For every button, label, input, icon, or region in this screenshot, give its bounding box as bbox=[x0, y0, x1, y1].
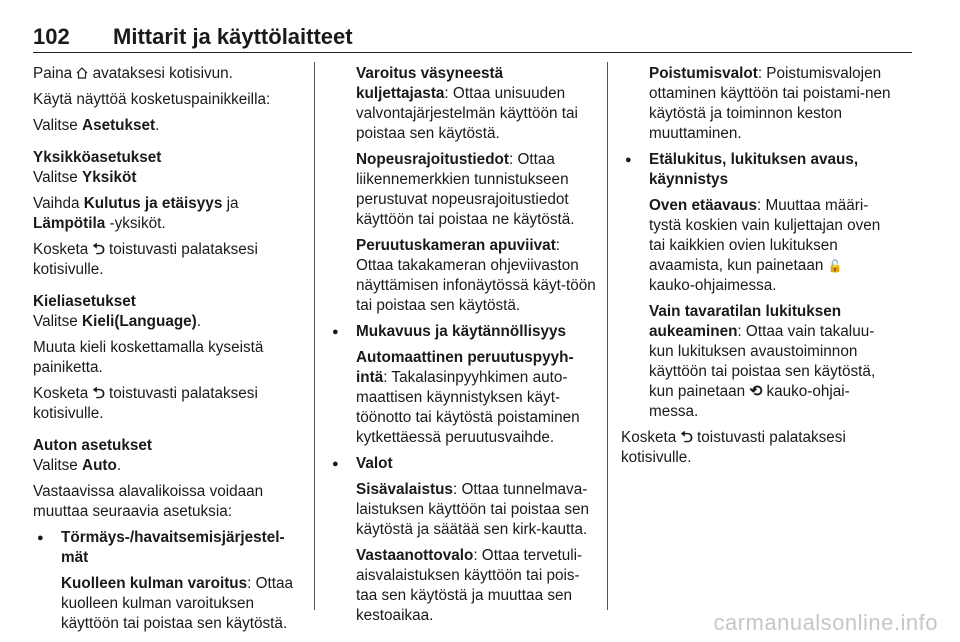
sub-item: Automaattinen peruutuspyyh-intä: Takalasinpyyhkimen auto-maattisen käynnistyksen käyt-töönotto tai käytöstä poistaminen kytkettäessä peruutusvaihde. bbox=[356, 349, 580, 446]
section-heading: Kieliasetukset bbox=[33, 293, 136, 310]
paragraph: Valitse Kieli(Language). bbox=[33, 313, 202, 330]
paragraph: Muuta kieli koskettamalla kyseistä painiketta. bbox=[33, 339, 264, 376]
back-icon: ⮌ bbox=[680, 429, 693, 446]
column-middle bbox=[328, 64, 596, 632]
paragraph: Valitse Yksiköt bbox=[33, 169, 137, 186]
paragraph: Vaihda Kulutus ja etäisyys ja Lämpötila -yksiköt. bbox=[33, 195, 239, 232]
bullet-item: ● Törmäys-/havaitsemisjärjestel-mät bbox=[33, 528, 305, 568]
bullet-item: ● Mukavuus ja käytännöllisyys bbox=[328, 322, 596, 342]
sub-item: Nopeusrajoitustiedot: Ottaa liikennemerkkien tunnistukseen perustuvat nopeusrajoitustiedot käyttöön tai poistaa ne käytöstä. bbox=[356, 151, 575, 228]
sub-item: Poistumisvalot: Poistumisvalojen ottaminen käyttöön tai poistami-nen käytöstä ja toiminnon keston muuttaminen. bbox=[649, 65, 891, 142]
back-icon: ⮌ bbox=[92, 241, 105, 258]
paragraph: Kosketa ⮌ toistuvasti palataksesi kotisivulle. bbox=[621, 429, 846, 466]
sub-item: Kuolleen kulman varoitus: Ottaa kuolleen kulman varoituksen käyttöön tai poistaa sen käytöstä. bbox=[61, 575, 294, 632]
column-divider bbox=[314, 62, 315, 610]
sub-item: Peruutuskameran apuviivat: Ottaa takakameran ohjeviivaston näyttämisen infonäytössä käyt-töön tai poistaa sen käytöstä. bbox=[356, 237, 596, 314]
bullet-item: ● Valot bbox=[328, 454, 596, 474]
section-heading: Yksikköasetukset bbox=[33, 149, 162, 166]
sub-item: Varoitus väsyneestä kuljettajasta: Ottaa unisuuden valvontajärjestelmän käyttöön tai poistaa sen käytöstä. bbox=[356, 65, 578, 142]
sub-item: Sisävalaistus: Ottaa tunnelmava-laistuksen käyttöön tai poistaa sen käytöstä ja säätää sen kirk-kautta. bbox=[356, 481, 589, 538]
paragraph: Valitse Asetukset. bbox=[33, 117, 160, 134]
section-heading: Auton asetukset bbox=[33, 437, 152, 454]
chapter-title: Mittarit ja käyttölaitteet bbox=[113, 24, 353, 49]
sub-item: Oven etäavaus: Muuttaa määri-tystä koskien vain kuljettajan oven tai kaikkien ovien lukituksen avaamista, kun painetaan 🔓 kauko-ohjaimessa. bbox=[649, 197, 881, 294]
sub-item: Vastaanottovalo: Ottaa tervetuli-aisvalaistuksen käyttöön tai pois-taa sen käytöstä ja muuttaa sen kestoaikaa. bbox=[356, 547, 583, 624]
column-left bbox=[33, 64, 305, 640]
watermark: carmanualsonline.info bbox=[713, 610, 938, 635]
bullet-item: ● Etälukitus, lukituksen avaus, käynnistys bbox=[621, 150, 893, 190]
column-divider bbox=[607, 62, 608, 610]
paragraph: Kosketa ⮌ toistuvasti palataksesi kotisivulle. bbox=[33, 385, 258, 422]
paragraph: Vastaavissa alavalikoissa voidaan muuttaa seuraavia asetuksia: bbox=[33, 483, 264, 520]
column-right bbox=[621, 64, 893, 474]
sub-item: Vain tavaratilan lukituksen aukeaminen: Ottaa vain takaluu-kun lukituksen avaustoiminnon käyttöön tai poistaa sen käytöstä, kun painetaan ⟲ kauko-ohjai-messa. bbox=[649, 303, 876, 420]
paragraph: Paina avataksesi kotisivun. bbox=[33, 65, 233, 82]
unlock-icon: 🔓 bbox=[827, 259, 843, 273]
paragraph: Käytä näyttöä kosketuspainikkeilla: bbox=[33, 91, 271, 108]
home-icon bbox=[76, 65, 88, 77]
paragraph: Kosketa ⮌ toistuvasti palataksesi kotisivulle. bbox=[33, 241, 258, 278]
page-header bbox=[33, 22, 912, 53]
back-icon: ⮌ bbox=[92, 385, 105, 402]
paragraph: Valitse Auto. bbox=[33, 457, 122, 474]
page-number: 102 bbox=[33, 24, 70, 49]
trunk-icon: ⟲ bbox=[749, 383, 763, 400]
